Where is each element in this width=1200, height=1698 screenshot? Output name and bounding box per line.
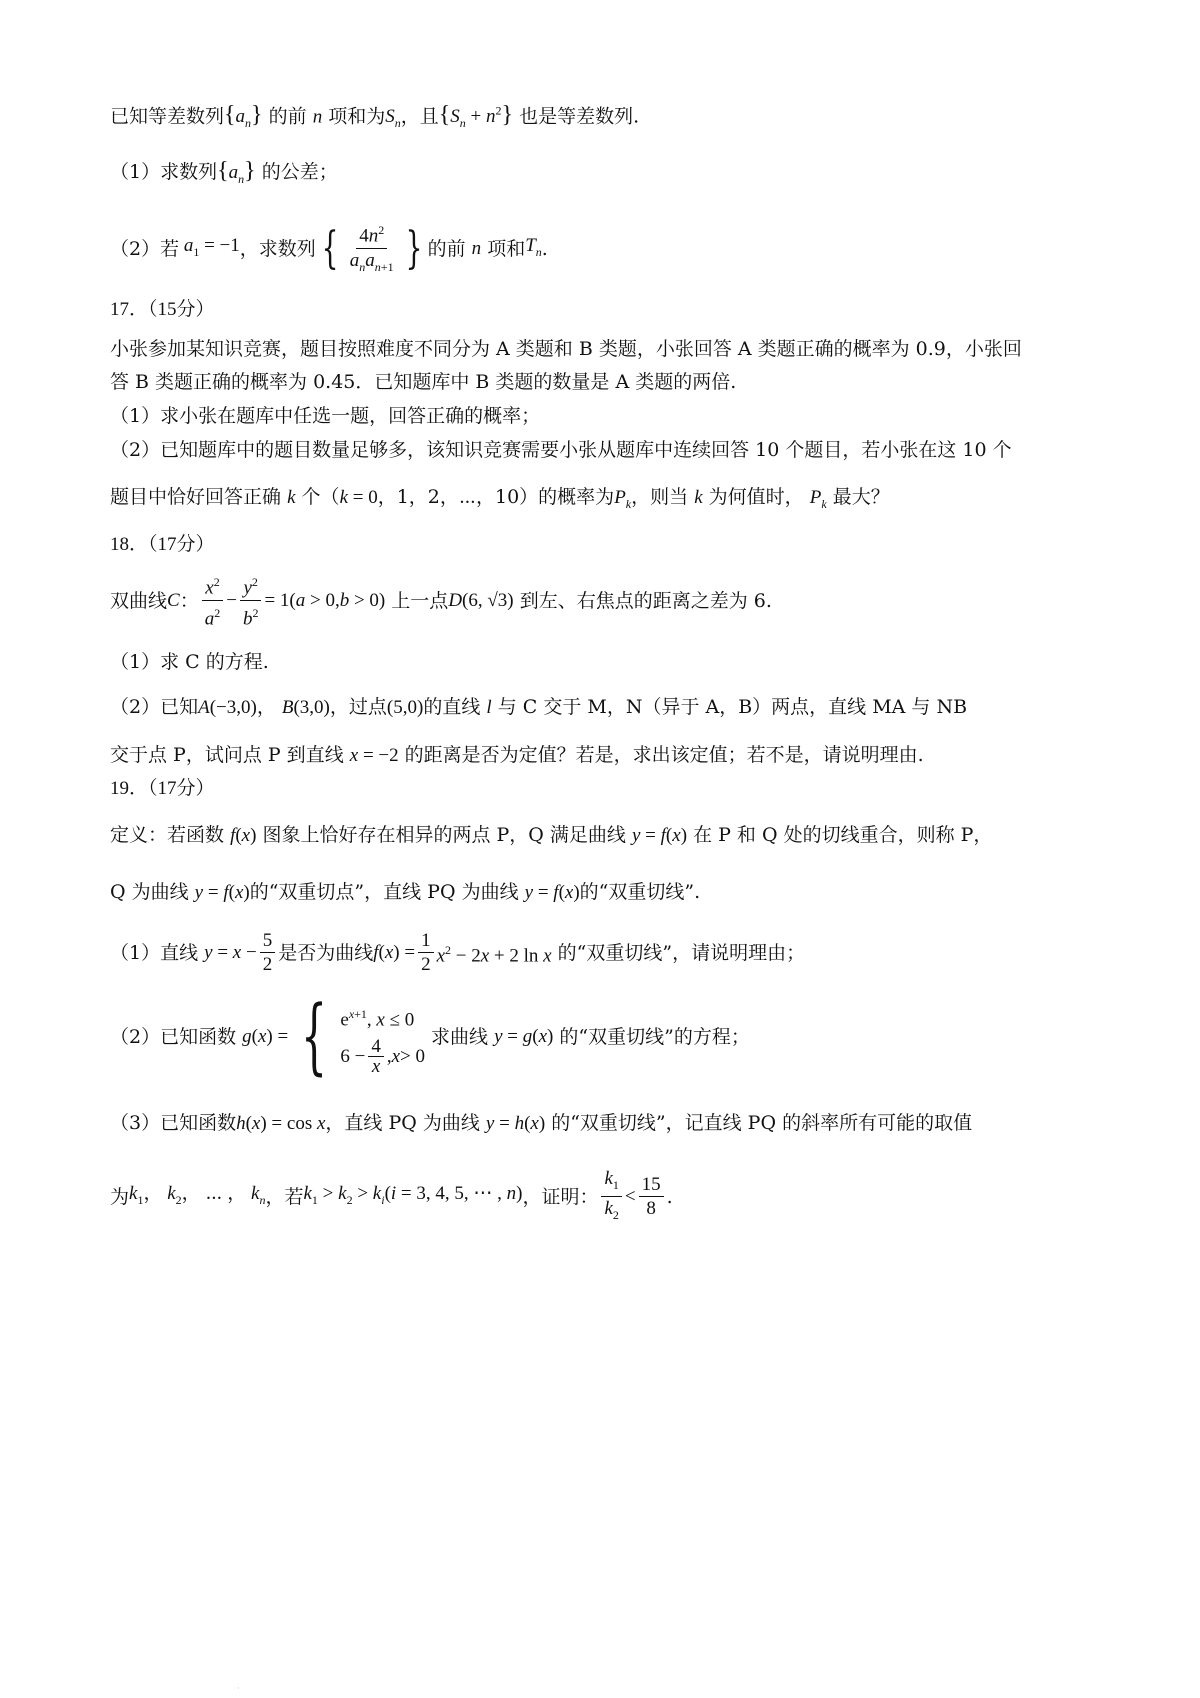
text: 最大？: [832, 486, 890, 508]
text: （2）已知函数: [110, 1026, 237, 1048]
text: 求曲线: [431, 1026, 489, 1048]
text: 到左、右焦点的距离之差为 6.: [519, 590, 772, 612]
q19-definition-line2: [110, 879, 1100, 906]
text: （2）若: [110, 238, 180, 260]
math-Pk: $P_k$: [809, 487, 827, 511]
math-seq-an: $\{a_n\}$: [217, 158, 256, 186]
math-Pk: $P_k$: [614, 487, 632, 511]
q17-header: 17．（15分）: [110, 299, 215, 320]
math-l: l: [486, 697, 492, 718]
math-fraction-4n2: $\frac{4n^2}{a_na_{n+1}}$: [347, 219, 397, 278]
text: 的距离是否为定值？若是，求出该定值；若不是，请说明理由.: [404, 744, 924, 766]
text: 的“双重切线”，记直线 PQ 的斜率所有可能的取值: [551, 1112, 973, 1134]
text: 项和为: [328, 105, 386, 128]
math-Tn: $T_n$: [525, 235, 542, 259]
q18-part1: （1）求 C 的方程.: [110, 651, 269, 673]
math-line-y-x: y = x −: [204, 942, 257, 963]
text: 图象上恰好存在相异的两点 P，Q 满足曲线: [262, 824, 626, 846]
text: 题目中恰好回答正确: [110, 486, 282, 508]
math-k-list: $k_1$， $k_2$， ⋯ ， $k_n$: [129, 1183, 266, 1207]
text: 的前: [427, 238, 466, 260]
math-hx: h(x) = cos x: [236, 1113, 326, 1134]
math-Sn: $S_n$: [385, 106, 401, 131]
text: （1）直线: [110, 942, 199, 964]
text: 项和: [487, 238, 526, 260]
text: 双曲线: [110, 590, 168, 612]
q19-definition-line1: [110, 822, 1100, 849]
math-n: n: [471, 238, 482, 259]
text: 的前: [268, 105, 307, 128]
math-seq-Sn-n2: $\{S_n + n^2\}$: [438, 102, 514, 131]
page-mark: ·: [237, 1684, 240, 1693]
math-fx-def: f(x) =: [373, 942, 416, 963]
text: 为: [110, 1186, 130, 1208]
q17-stem-line2: 答 B 类题正确的概率为 0.45．已知题库中 B 类题的数量是 A 类题的两倍.: [110, 371, 737, 393]
math-fx-rest: $x^2 - 2x + 2$ ln x: [436, 942, 552, 967]
text: .: [541, 238, 548, 260]
q16-part2: [110, 218, 1100, 280]
math-y-eq-fx: y = f(x): [194, 882, 250, 903]
q19-part2: [110, 990, 1100, 1084]
text: 为何值时，: [708, 486, 804, 508]
math-frac-1-2: $\frac{1}{2}$: [418, 930, 434, 977]
q19-header: 19．（17分）: [110, 778, 215, 799]
math-frac-x2-a2: $\frac{x^2}{a^2}$: [202, 571, 224, 631]
text: 也是等差数列.: [519, 105, 640, 128]
math-frac-k1-k2: $\frac{k_1}{k_2}$: [601, 1168, 621, 1227]
math-y-eq-hx: y = h(x): [485, 1113, 546, 1134]
text: 上一点: [391, 590, 449, 612]
text: 的“双重切线”，请说明理由；: [557, 942, 806, 964]
text: ，则当: [631, 486, 689, 508]
text: 个（: [301, 486, 340, 508]
text: 的直线: [423, 696, 481, 718]
math-point-D: D(6, √3): [448, 590, 514, 611]
math-n: n: [312, 106, 323, 128]
math-k-inequality: $k_1 > k_2 > k_i(i = 3$, 4, 5, ⋯ , n): [303, 1183, 523, 1207]
text: 的“双重切线”的方程；: [559, 1026, 750, 1048]
text: ，过点: [329, 696, 387, 718]
math-line-x-eq: x = −2: [349, 745, 399, 766]
math-frac-y2-b2: $\frac{y^2}{b^2}$: [240, 571, 262, 631]
q16-part1: [110, 158, 1100, 192]
math-point-A: A(−3,0): [198, 697, 257, 718]
math-C: C: [167, 590, 180, 611]
text: 已知等差数列: [110, 105, 225, 128]
q17-stem-line1: 小张参加某知识竞赛，题目按照难度不同分为 A 类题和 B 类题，小张回答 A 类题正确的概率为 0.9，小张回: [110, 338, 1022, 360]
text: 定义：若函数: [110, 824, 225, 846]
math-y-eq-gx: y = g(x): [494, 1026, 554, 1047]
piecewise-brace: {: [301, 989, 328, 1084]
math-gx: g(x) =: [242, 1026, 289, 1047]
math-fx: f(x): [230, 825, 257, 846]
text: 与 C 交于 M，N（异于 A，B）两点，直线 MA 与 NB: [497, 696, 968, 718]
q19-part1: [110, 924, 1100, 982]
math-frac-15-8: $\frac{15}{8}$: [639, 1174, 664, 1221]
text: 在 P 和 Q 处的切线重合，则称 P，: [693, 824, 993, 846]
math-y-eq-fx: y = f(x): [631, 825, 688, 846]
text: 是否为曲线: [278, 942, 374, 964]
math-y-eq-fx: y = f(x): [524, 882, 580, 903]
math-frac-5-2: $\frac{5}{2}$: [260, 930, 276, 977]
q17-part2-line2: [110, 484, 1100, 517]
math-piecewise-cases: $e^{x+1}$, x ≤ 0 6 − $\frac{4}{x}$ , x > 0: [340, 1007, 425, 1077]
q18-part2-line2: [110, 742, 1100, 769]
text: ，若: [265, 1186, 304, 1208]
math-a1-eq: $a_1 = -1$: [179, 235, 240, 259]
text: 的“双重切点”，直线 PQ 为曲线: [249, 881, 519, 903]
q19-part3-line2: 为 $k_1$， $k_2$， ⋯ ， $k_n$ ，若 $k_1 > k_2 > k_i(i = 3$, 4, 5, ⋯ , n) ，证明： $\frac{k_1}{k_2}$ < $\frac{15}{8}$ .: [110, 1166, 1100, 1228]
math-hyperbola-cond: = 1(a > 0,b > 0): [264, 590, 386, 611]
q19-part3-line1: [110, 1110, 1100, 1137]
text: ，直线 PQ 为曲线: [325, 1112, 480, 1134]
text: ，证明：: [522, 1186, 599, 1208]
q17-part2-line1: （2）已知题库中的题目数量足够多，该知识竞赛需要小张从题库中连续回答 10 个题目，若小张在这 10 个: [110, 439, 1012, 461]
text: ，求数列: [239, 238, 316, 260]
math-point-50: (5,0): [386, 697, 424, 718]
math-k: k: [694, 487, 703, 508]
text: （3）已知函数: [110, 1112, 237, 1134]
text: Q 为曲线: [110, 881, 189, 903]
math-k: k: [287, 487, 296, 508]
math-k-eq-0: k = 0: [339, 487, 378, 508]
text: （1）求数列: [110, 161, 218, 183]
q18-part2-line1: （2）已知A(−3,0)， B(3,0)，过点(5,0)的直线 l 与 C 交于 M，N（异于 A，B）两点，直线 MA 与 NB: [110, 696, 968, 718]
right-brace: }: [405, 223, 422, 274]
q16-stem: [110, 98, 1100, 136]
text: ，且: [400, 105, 439, 128]
text: 的“双重切线”.: [579, 881, 701, 903]
text: 的公差；: [261, 161, 338, 183]
math-seq-an: $\{a_n\}$: [224, 102, 263, 131]
q18-header: 18．（17分）: [110, 534, 215, 555]
text: 交于点 P，试问点 P 到直线: [110, 744, 344, 766]
text: （2）已知: [110, 696, 199, 718]
q18-stem: 双曲线 C ： $\frac{x^2}{a^2}$ − $\frac{y^2}{b^2}$ = 1(a > 0,b > 0) 上一点 D(6, √3) 到左、右焦点的距离之差为 6.: [110, 570, 1100, 632]
math-point-B: B(3,0): [281, 697, 330, 718]
q17-part1: （1）求小张在题库中任选一题，回答正确的概率；: [110, 405, 541, 427]
left-brace: {: [321, 223, 339, 274]
text: ，1，2，⋯，10）的概率为: [377, 486, 615, 508]
